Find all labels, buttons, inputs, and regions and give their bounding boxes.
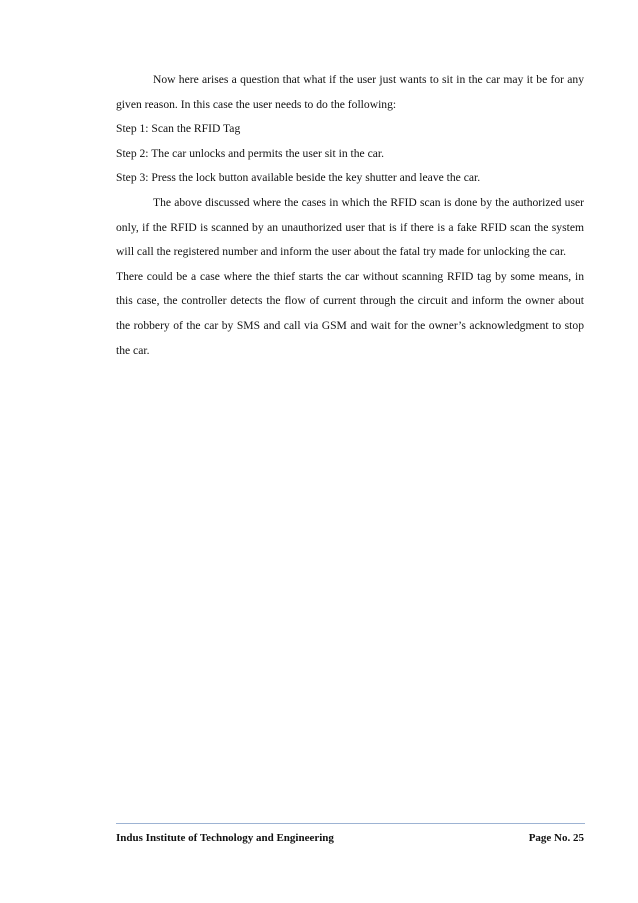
paragraph-intro: Now here arises a question that what if the user just wants to sit in the car may it be for any given reason. In this case the user needs to do the following: [116, 73, 584, 111]
step-2: Step 2: The car unlocks and permits the user sit in the car. [116, 146, 384, 160]
footer-page-number: Page No. 25 [528, 832, 584, 844]
paragraph-unauthorized: The above discussed where the cases in which the RFID scan is done by the authorized user only, if the RFID is scanned by an unauthorized user that is if there is a fake RFID scan the system will call the registered number and inform the user about the fatal try made for unlocking the car. [116, 195, 584, 259]
footer-divider [116, 823, 585, 824]
page-footer [116, 832, 584, 844]
paragraph-theft: There could be a case where the thief starts the car without scanning RFID tag by some means, in this case, the controller detects the flow of current through the circuit and inform the owner about the robbery of the car by SMS and call via GSM and wait for the owner’s acknowledgment to stop the car. [116, 269, 584, 357]
step-3: Step 3: Press the lock button available beside the key shutter and leave the car. [116, 171, 481, 185]
body-text [116, 68, 584, 363]
footer-institute-name: Indus Institute of Technology and Engineering [116, 832, 334, 844]
step-1: Step 1: Scan the RFID Tag [116, 122, 241, 136]
